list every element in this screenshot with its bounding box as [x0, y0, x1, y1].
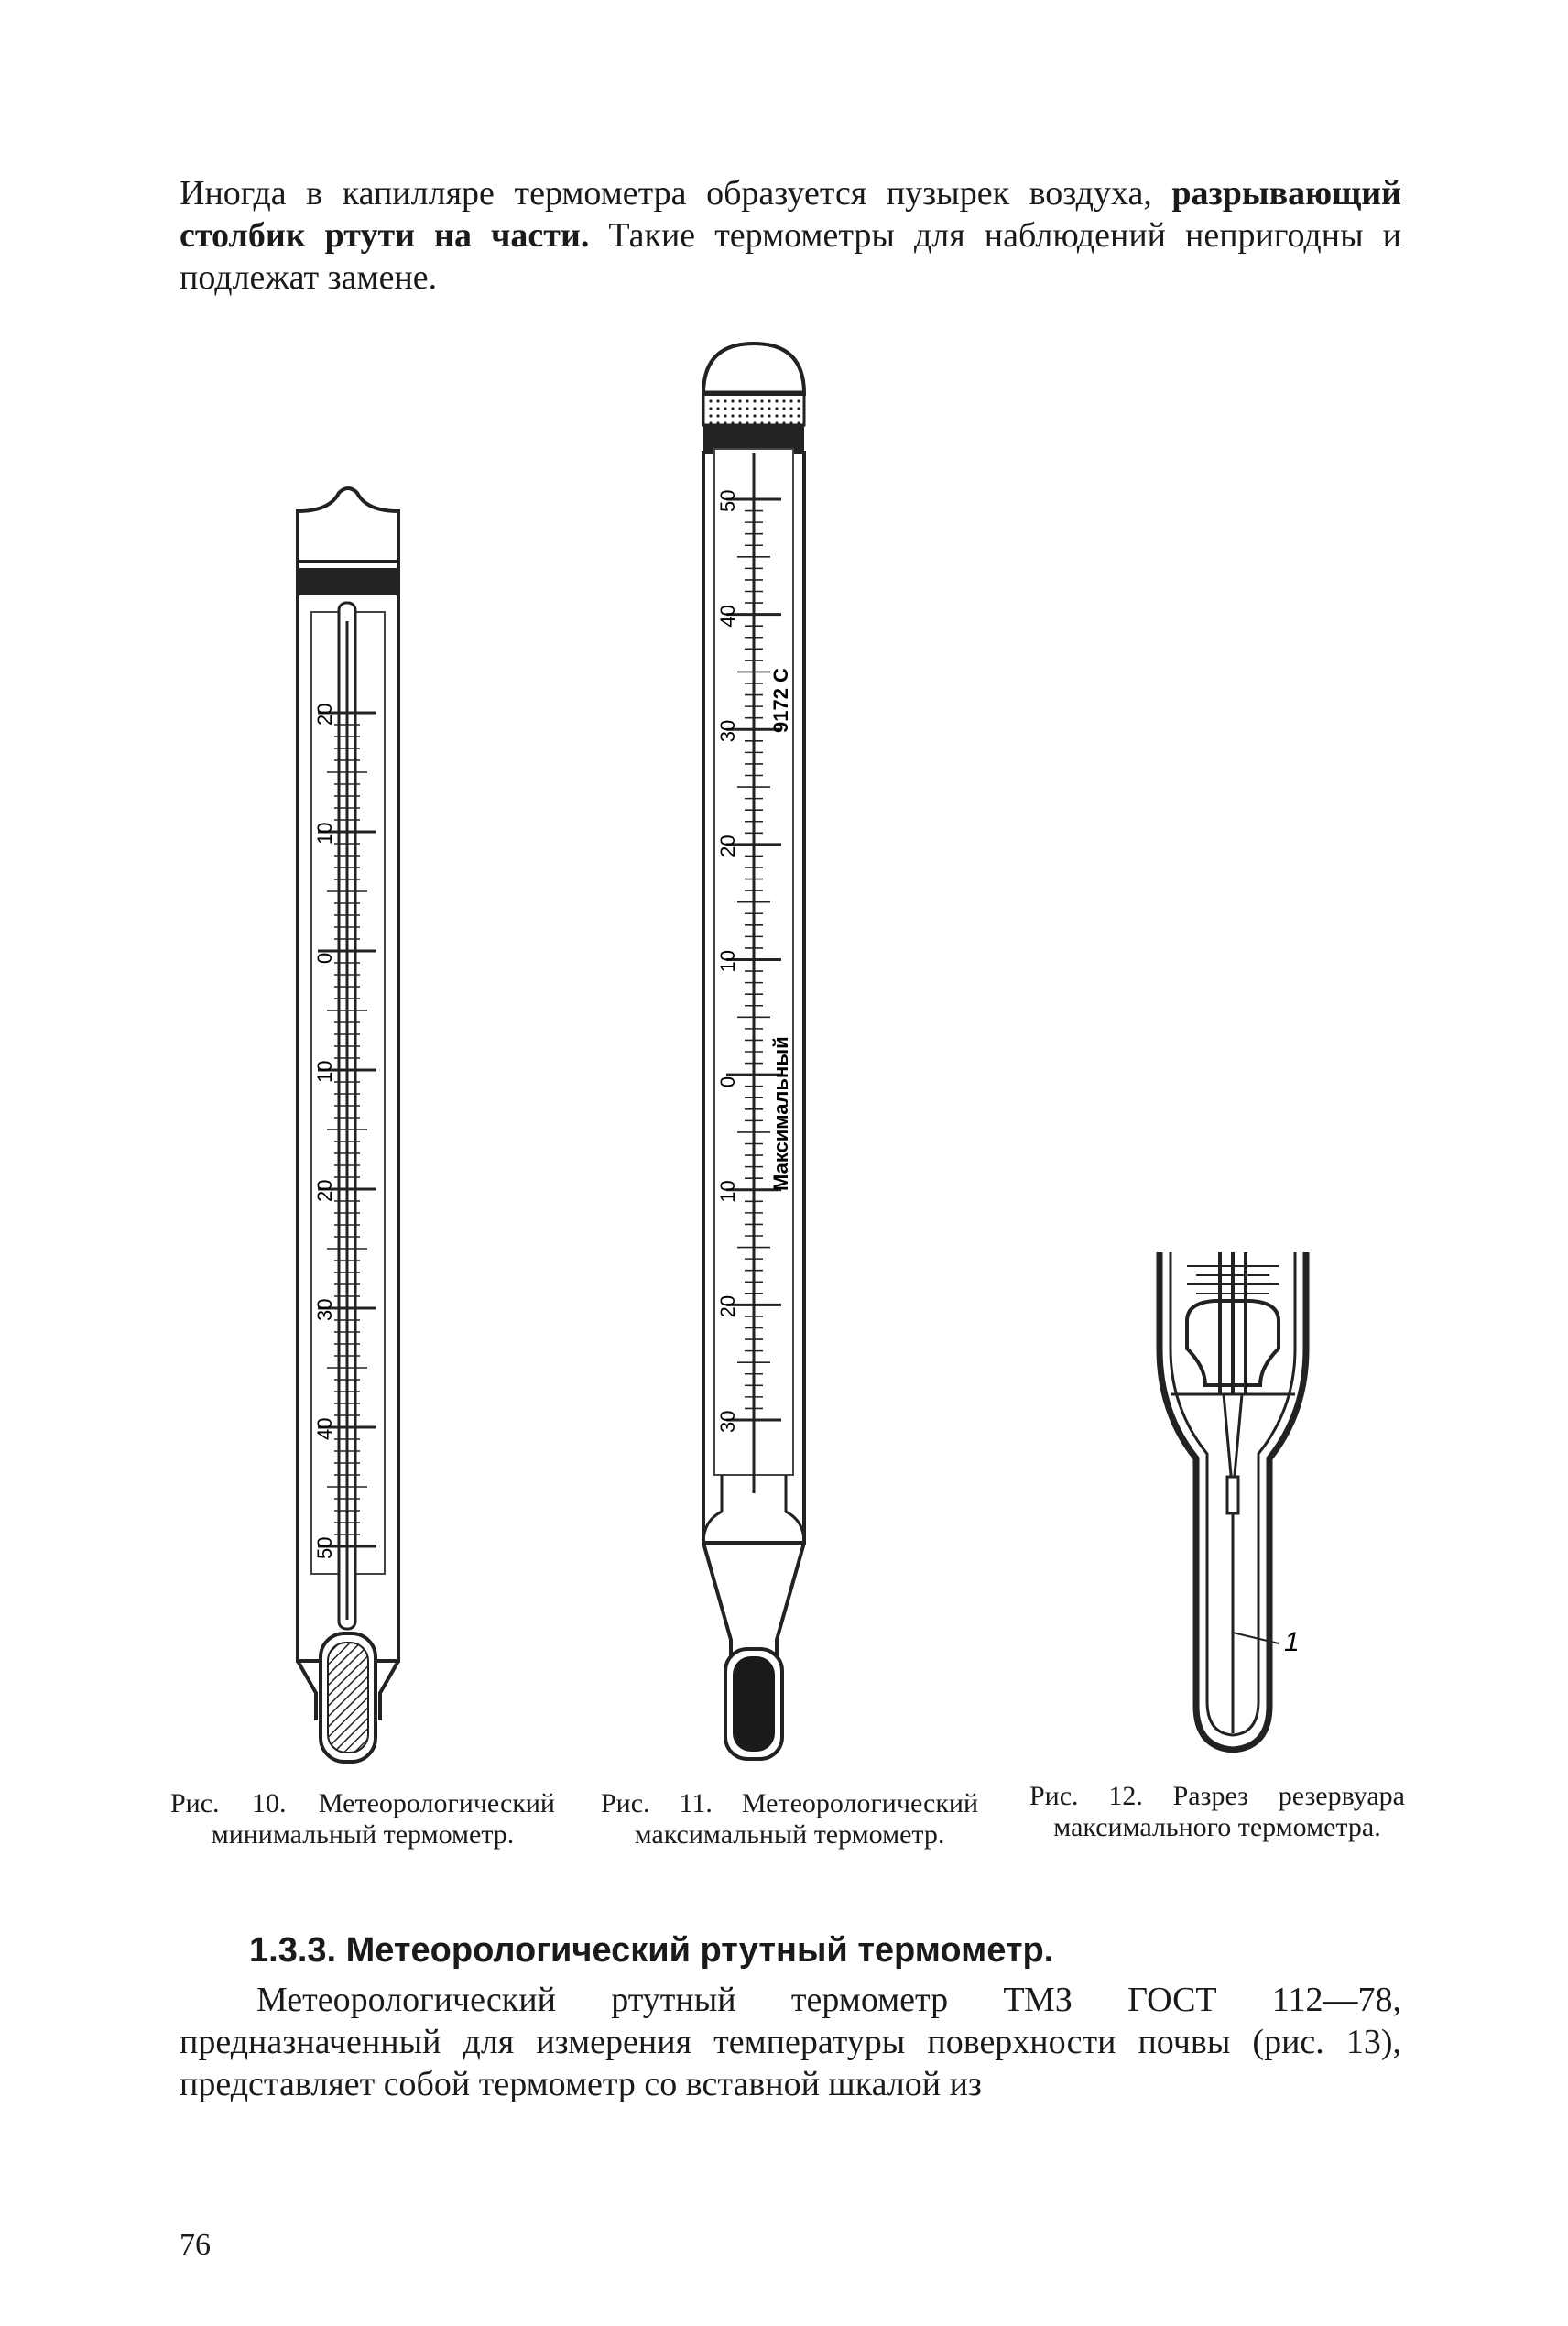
scale-label: 50	[716, 489, 739, 512]
scale-label: 30	[716, 719, 739, 743]
intro-bold-text: разрывающий столбик ртути на части.	[180, 174, 1401, 255]
figure-12-reservoir-section	[1150, 1248, 1315, 1761]
scale-label: 30	[313, 1298, 336, 1321]
scale-label: 30	[716, 1410, 739, 1433]
page-number: 76	[180, 2228, 211, 2262]
fig12-callout-1: 1	[1284, 1627, 1300, 1657]
scale-label: 10	[313, 1060, 336, 1083]
scale-label: 50	[313, 1536, 336, 1559]
section-heading: 1.3.3. Метеорологический ртутный термометр.	[249, 1931, 1054, 1970]
figure-10-caption: Рис. 10. Метеорологический минимальный термометр.	[170, 1788, 555, 1850]
intro-text-2: Такие термометры для наблюдений непригодны и подлежат замене.	[180, 216, 1402, 297]
figure-10-minimum-thermometer	[275, 484, 421, 1775]
scale-label: 20	[716, 835, 739, 857]
scale-label: 20	[313, 703, 336, 726]
figure-11-caption: Рис. 11. Метеорологический максимальный термометр.	[601, 1788, 978, 1850]
fig11-imprint-type: Максимальный	[769, 1036, 792, 1191]
section-body: Метеорологический ртутный термометр ТМЗ ГОСТ 112—78, предназначенный для измерения температуры поверхности почвы (рис. 13), представляет собой термометр со вставной шкалой из	[180, 1981, 1401, 2103]
fig11-imprint-model: 9172 С	[769, 668, 792, 733]
scale-label: 20	[313, 1179, 336, 1202]
scale-label: 20	[716, 1294, 739, 1318]
scale-label: 10	[716, 1180, 739, 1203]
figure-11-maximum-thermometer	[685, 339, 822, 1768]
scale-label: 0	[313, 952, 336, 964]
figure-12-caption: Рис. 12. Разрез резервуара максимального термометра.	[1029, 1781, 1405, 1842]
scale-label: 40	[716, 605, 739, 628]
scale-label: 0	[716, 1076, 739, 1088]
intro-text-1: Иногда в капилляре термометра образуется пузырек воздуха,	[180, 174, 1172, 213]
scale-label: 40	[313, 1417, 336, 1440]
intro-paragraph	[180, 172, 1401, 299]
scale-label: 10	[313, 822, 336, 845]
scale-label: 10	[716, 950, 739, 973]
